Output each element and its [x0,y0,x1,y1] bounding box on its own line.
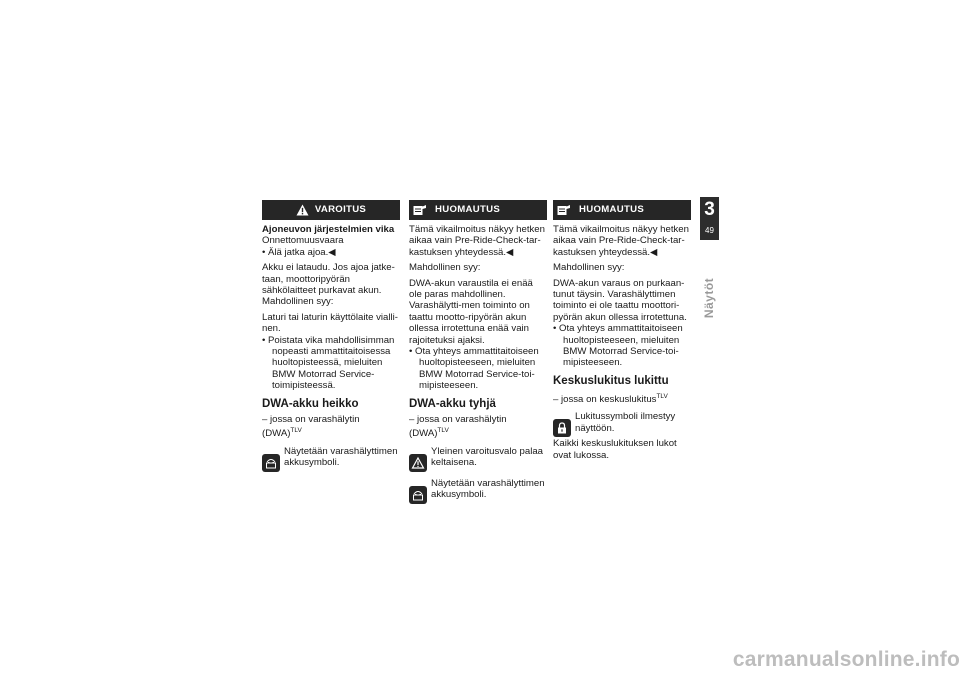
action-bullet: • Ota yhteys ammattitaitoiseen huoltopisteeseen, mieluiten BMW Motorrad Service-toi-mipisteeseen. [409,346,539,392]
symbol-text: Lukitussymboli ilmestyy näyttöön. [575,411,676,434]
note-header-label: HUOMAUTUS [435,204,501,216]
tlv-superscript: TLV [290,427,302,435]
note-text: Tämä vikailmoitus näkyy hetken aikaa vain Pre-Ride-Check-tar-kastuksen yhteydessä.◀ [553,224,689,258]
chapter-title: Näytöt [702,277,717,319]
cause-label: Mahdollinen syy: [409,262,481,274]
cause-label: Mahdollinen syy: [262,296,334,308]
paragraph: Akku ei lataudu. Jos ajoa jatke-taan, moottoripyörän sähkölaitteet purkavat akun. [262,262,395,297]
section-heading: Keskuslukitus lukittu [553,374,669,387]
warning-title: Ajoneuvon järjestelmien vika [262,224,395,235]
lock-icon [553,419,571,437]
chapter-number: 3 [704,199,715,220]
column-warning [262,200,400,476]
action-bullet: • Poistata vika mahdollisimman nopeasti ammattitaitoisessa huoltopisteessä, mieluiten BMW Motorrad Service-toimipisteessä. [262,334,395,392]
symbol-text: Yleinen varoitusvalo palaa keltaisena. [431,445,544,468]
symbol-text: Näytetään varashälyttimen akkusymboli. [431,477,545,500]
symbol-text: Näytetään varashälyttimen akkusymboli. [284,445,398,468]
cause-text: Laturi tai laturin käyttölaite vialli-nen. [262,311,398,335]
column-note-2 [553,200,691,465]
warning-triangle-icon [296,204,309,216]
note-header [553,200,691,220]
note-hand-icon [413,204,427,216]
section-heading: DWA-akku tyhjä [409,397,496,410]
cause-text: DWA-akun varaus on purkaan-tunut täysin. Varashälyttimen toiminto ei ole taattu moottori-pyörän akun ollessa irrotettuna. [553,277,687,323]
condition-text: – jossa on varashälytin (DWA)$^{TLV}$ [262,413,360,440]
warning-header [262,200,400,220]
warning-text: Onnettomuusvaara [262,235,344,247]
note-header [409,200,547,220]
condition-text: – jossa on keskuslukitus$^{TLV}$ [553,392,668,405]
condition-text: – jossa on varashälytin (DWA)$^{TLV}$ [409,413,507,440]
action-bullet: • Ota yhteys ammattitaitoiseen huoltopisteeseen, mieluiten BMW Motorrad Service-toi-mipisteeseen. [553,323,683,369]
column-note-1 [409,200,547,508]
tlv-superscript: TLV [437,427,449,435]
symbol-row [262,446,400,472]
general-warning-light-icon [409,454,427,472]
dwa-battery-icon [409,486,427,504]
warning-header-label: VAROITUS [314,204,367,216]
symbol-row [409,478,547,504]
dwa-battery-icon [262,454,280,472]
note-hand-icon [557,204,571,216]
tlv-superscript: TLV [656,392,668,400]
note-header-label: HUOMAUTUS [579,204,645,216]
symbol-row [553,411,691,437]
note-text: Tämä vikailmoitus näkyy hetken aikaa vain Pre-Ride-Check-tar-kastuksen yhteydessä.◀ [409,224,545,258]
section-heading: DWA-akku heikko [262,397,359,410]
chapter-tab [700,197,719,240]
cause-label: Mahdollinen syy: [553,262,625,274]
watermark-footer: carmanualsonline.info [732,648,960,671]
cause-text: DWA-akun varaustila ei enää ole paras mahdollinen. Varashälytti-men toiminto on taattu mootto-ripyörän akun ollessa irrotettuna enää vain rajoitetuksi ajaksi. [409,277,533,346]
chapter-side-label [700,268,719,328]
paragraph: Kaikki keskuslukituksen lukot ovat lukossa. [553,438,677,461]
warning-bullet: • Älä jatka ajoa.◀ [262,246,336,258]
page-number: 49 [705,226,714,235]
symbol-row [409,446,547,472]
